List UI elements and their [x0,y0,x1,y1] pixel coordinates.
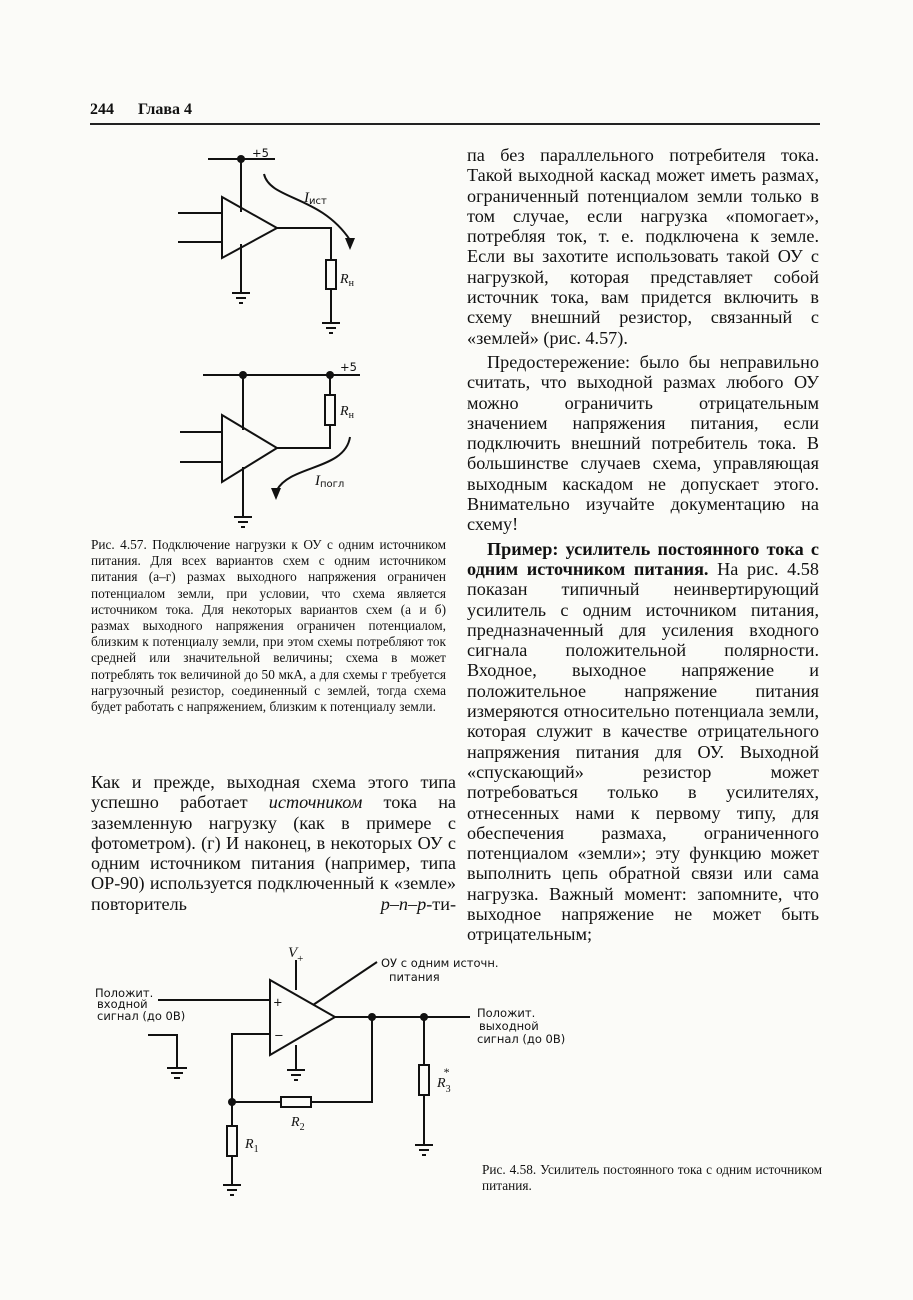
supply-label: +5 [340,360,357,374]
page-number: 244 [90,101,114,118]
opamp-symbol [270,980,335,1055]
load-resistor [326,260,336,289]
figure-4-57-caption: Рис. 4.57. Подключение нагрузки к ОУ с одним источником питания. Для всех вариантов схем с одним источником питания (а–г) размах выходного напряжения ограничен потенциалом земли, при условии, что схема является источником тока. Для некоторых вариантов схем (а и б) размах выходного напряжения ограничен потенциалом, близким к потенциалу земли, при этом схемы потребляют ток средней или значительной величины; схема в может потреблять ток величиной до 50 мкА, а для схемы г требуется нагрузочный резистор, соединенный с землей, тогда схема будет работать с напряжением, близким к потенциалу земли. [91,537,446,715]
opamp-callout-line1: ОУ с одним источн. [381,956,499,970]
figure-4-57-circuit-b [160,345,380,535]
output-label-line3: сигнал (до 0В) [477,1032,566,1046]
opamp-callout-line2: питания [389,970,440,984]
ground-symbol [232,293,250,303]
load-label: $R_н$ [340,404,354,421]
figure-4-58-caption: Рис. 4.58. Усилитель постоянного тока с одним источником питания. [482,1162,822,1194]
supply-label: $V_+$ [288,945,304,965]
resistor-r3 [419,1065,429,1095]
ground-symbol [287,1070,305,1080]
ground-symbol [167,1068,187,1078]
input-label-line3: сигнал (до 0В) [97,1009,186,1023]
resistor-r2 [281,1097,311,1107]
paragraph: па без параллельного потребителя тока. Такой выходной каскад может иметь размах, ограниченный потенциалом земли только в том случае, если нагрузка «помогает», потребляя ток, т. е. подключена к земле. Если вы захотите использовать такой ОУ с нагрузкой, которая представляет собой источник тока, вам придется включить в схему внешний резистор, связанный с «землей» (рис. 4.57). [467,145,819,348]
right-column-text [467,145,819,945]
example-heading: Пример: усилитель постоянного тока с одним источником питания. [467,538,819,579]
noninverting-input-label: + [273,995,283,1009]
load-resistor [325,395,335,425]
r2-label: $R_2$ [291,1115,305,1133]
output-label-line2: выходной [479,1019,539,1033]
load-label: $R_н$ [340,272,354,289]
callout-line [313,962,377,1005]
opamp-symbol [222,197,277,258]
ground-symbol [234,517,252,527]
supply-label: +5 [252,146,269,160]
inverting-input-label: − [274,1028,284,1042]
paragraph: Как и прежде, выходная схема этого типа успешно работает источником тока на заземленную нагрузку (как в примере с фотометром). (г) И наконец, в некоторых ОУ с одним источником питания (например, типа OP-90) используется подключенный к «земле» повторитель p–n–p-ти- [91,772,456,914]
opamp-symbol [222,415,277,482]
current-arrow [264,174,350,240]
paragraph: Предостережение: было бы неправильно считать, что выходной размах любого ОУ можно ограничить отрицательным значением напряжения питания, если подключить внешний потребитель тока. В большинстве случаев схема, управляющая выходным каскадом не допускает этого. Внимательно изучайте документацию на схему! [467,351,819,535]
chapter-title: Глава 4 [138,101,192,118]
left-column-text [91,772,456,914]
running-header [90,101,820,125]
ground-symbol [223,1185,241,1195]
resistor-r1 [227,1126,237,1156]
arrowhead [345,238,355,250]
arrowhead [271,488,281,500]
input-label-line2: входной [97,997,148,1011]
ground-symbol [322,323,340,333]
figure-4-57-circuit-a [160,140,380,340]
input-label-line1: Положит. [95,986,154,1000]
r3-label: $R_3*$ [437,1065,451,1095]
paragraph: Пример: усилитель постоянного тока с одним источником питания. На рис. 4.58 показан типичный неинвертирующий усилитель с одним источником питания, предназначенный для усиления входного сигнала положительной полярности. Входное, выходное напряжение и положительное напряжение питания измеряются относительно потенциала земли, которая служит в качестве отрицательного напряжения питания для ОУ. Выходной «спускающий» резистор может потребоваться только в усилителях, отнесенных нами к первому типу, для обеспечения размаха, ограниченного потенциалом «земли»; эту функцию может выполнить цепь обратной связи или сама нагрузка. Важный момент: запомните, что выходное напряжение не может быть отрицательным; [467,538,819,945]
ground-symbol [415,1145,433,1155]
current-label: Iист [304,190,327,207]
output-label-line1: Положит. [477,1006,536,1020]
r1-label: $R_1$ [245,1137,259,1155]
current-label: Iпогл [315,473,345,490]
figure-4-58-circuit [85,935,566,1200]
